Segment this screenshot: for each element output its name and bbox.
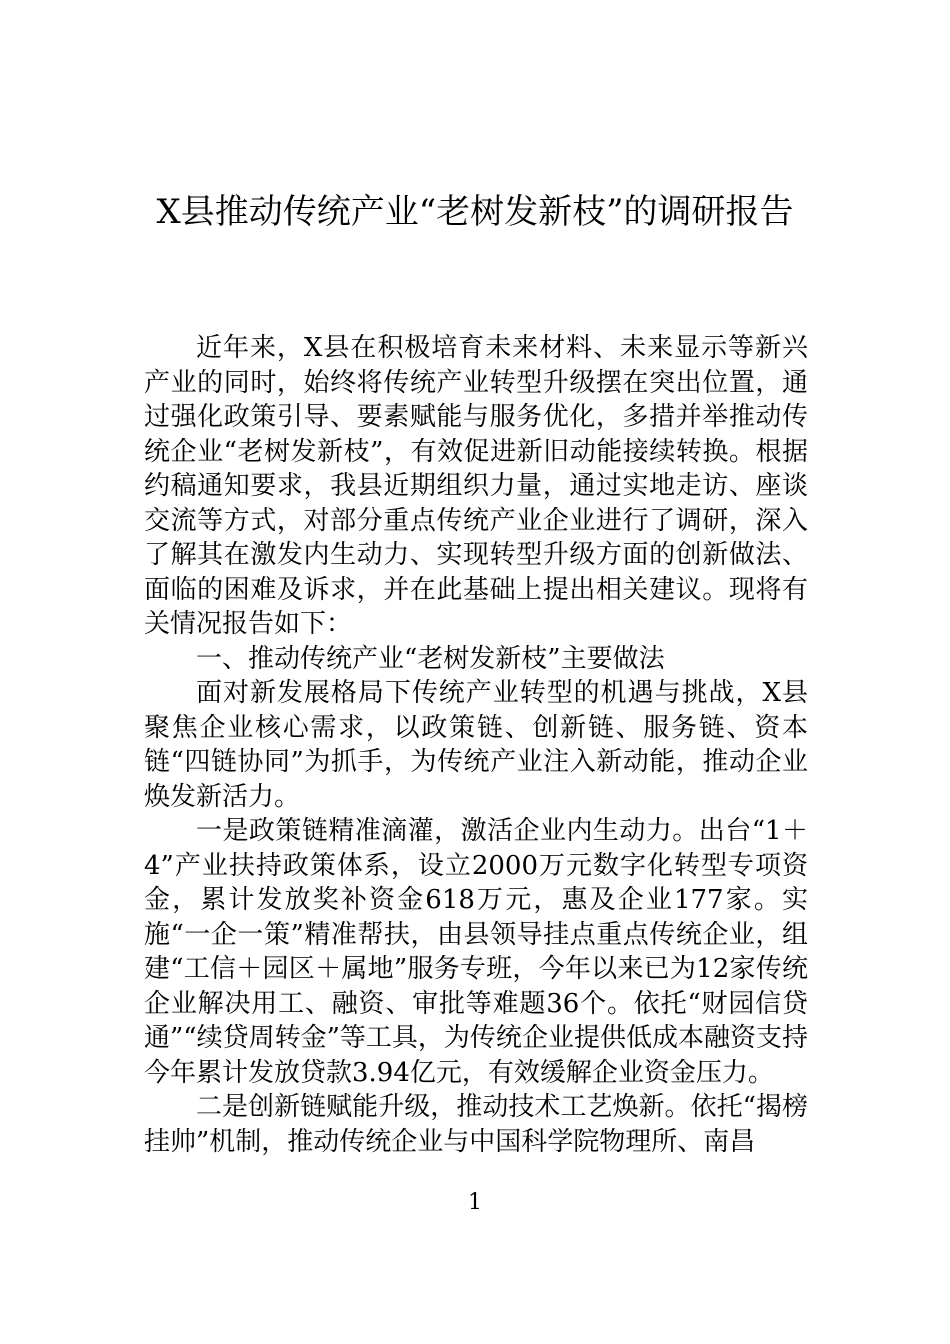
intro-paragraph: 近年来，X县在积极培育未来材料、未来显示等新兴产业的同时，始终将传统产业转型升级摆在突出位置，通过强化政策引导、要素赋能与服务优化，多措并举推动传统企业“老树发新枝”，有效促进新旧动能接续转换。根据约稿通知要求，我县近期组织力量，通过实地走访、座谈交流等方式，对部分重点传统产业企业进行了调研，深入了解其在激发内生动力、实现转型升级方面的创新做法、面临的困难及诉求，并在此基础上提出相关建议。现将有关情况报告如下： xyxy=(144,333,808,639)
section-intro-paragraph: 面对新发展格局下传统产业转型的机遇与挑战，X县聚焦企业核心需求，以政策链、创新链、服务链、资本链“四链协同”为抓手，为传统产业注入新动能，推动企业焕发新活力。 xyxy=(144,678,808,812)
policy-chain-paragraph: 一是政策链精准滴灌，激活企业内生动力。出台“1＋4”产业扶持政策体系，设立2000万元数字化转型专项资金，累计发放奖补资金618万元，惠及企业177家。实施“一企一策”精准帮扶，由县领导挂点重点传统企业，组建“工信＋园区＋属地”服务专班，今年以来已为12家传统企业解决用工、融资、审批等难题36个。依托“财园信贷通”“续贷周转金”等工具，为传统企业提供低成本融资支持今年累计发放贷款3.94亿元，有效缓解企业资金压力。 xyxy=(144,816,808,1088)
innovation-chain-paragraph: 二是创新链赋能升级，推动技术工艺焕新。依托“揭榜挂帅”机制，推动传统企业与中国科学院物理所、南昌 xyxy=(144,1092,808,1157)
section-heading: 一、推动传统产业“老树发新枝”主要做法 xyxy=(196,643,665,674)
document-body xyxy=(144,331,808,1159)
page-number: 1 xyxy=(468,1190,482,1215)
document-title: X县推动传统产业“老树发新枝”的调研报告 xyxy=(156,192,794,232)
